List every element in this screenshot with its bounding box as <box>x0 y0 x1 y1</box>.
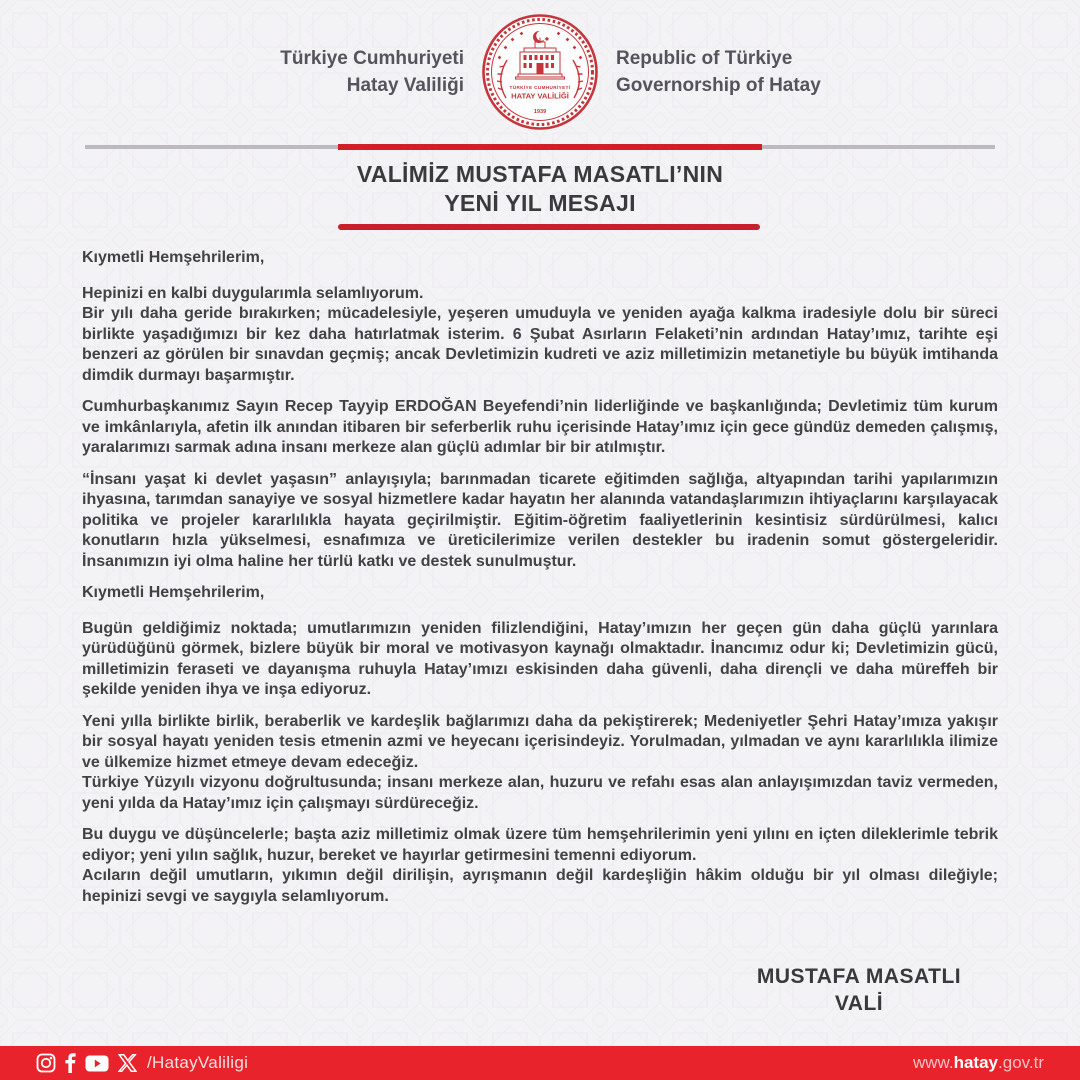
header-divider-red-segment <box>338 144 762 150</box>
header-divider-line <box>85 145 995 149</box>
page-title <box>0 160 1080 218</box>
footer-bar <box>0 1046 1080 1080</box>
header-left-line2: Hatay Valiliği <box>346 75 464 96</box>
facebook-icon[interactable] <box>65 1053 76 1073</box>
letter-line: Kıymetli Hemşehrilerim, <box>82 584 265 601</box>
letter-line: “İnsanı yaşat ki devlet yaşasın” anlayışıyla; barınmadan ticarete eğitimden sağlığa, altyapından tarihi yapılarımızın ihyasına, tarımdan sanayiye ve sosyal hizmetlere kadar hayatın her alanında vatandaşlarımızın ihtiyaçlarını karşılayacak politika ve projeler kararlılıkla hayata geçirilmiştir. Eğitim-öğretim faaliyetlerinin kesintisiz sürdürülmesi, kalıcı konutların hızla yükselmesi, esnafımıza ve üreticilerimize verilen destekler bu iradenin somut göstergeleridir. İnsanımızın iyi olma haline her türlü katkı ve destek sunulmuştur. <box>82 470 998 570</box>
letter-line: Hepinizi en kalbi duygularımla selamlıyorum. <box>82 284 424 302</box>
website-suffix: .gov.tr <box>998 1053 1044 1072</box>
x-icon[interactable] <box>118 1054 137 1072</box>
letter-greeting <box>82 248 998 269</box>
header-left-title <box>214 45 464 99</box>
letter-line: Türkiye Yüzyılı vizyonu doğrultusunda; insanı merkeze alan, huzuru ve refahı esas alan anlayışımızdan taviz vermeden, yeni yılda da Hatay’ımız için çalışmayı sürdüreceğiz. <box>82 774 998 812</box>
seal-name-text: HATAY VALİLİĞİ <box>511 91 569 101</box>
youtube-icon[interactable] <box>85 1055 109 1072</box>
website-domain: hatay <box>953 1053 999 1072</box>
letter-line: Yeni yılla birlikte birlik, beraberlik ve kardeşlik bağlarımızı daha da pekiştirerek; Medeniyetler Şehri Hatay’ımıza yakışır bir sosyal hayatı yeniden tesis etmenin azmi ve heyecanı içerisindeyiz. Yorulmadan, yılmadan ve aynı kararlılıkla ilimize ve ülkemize hizmet etmeye devam edeceğiz. <box>82 712 998 771</box>
page-title-line1: VALİMİZ MUSTAFA MASATLI’NIN <box>356 161 724 187</box>
letter-paragraph <box>82 825 998 907</box>
letter-paragraph <box>82 712 998 815</box>
social-handle[interactable]: /HatayValiligi <box>147 1053 249 1072</box>
letter-body <box>82 248 998 918</box>
letter-line: Cumhurbaşkanımız Sayın Recep Tayyip ERDOĞAN Beyefendi’nin liderliğinde ve başkanlığında; Devletimiz tüm kurum ve imkânlarıyla, afetin ilk anından itibaren bir seferberlik ruhu içerisinde Hatay’ımız için gece gündüz demeden çalışmış, yaralarımızı sarmak adına insanı merkeze alan güçlü adımlar bir bir atılmıştır. <box>82 398 998 456</box>
letter-line: Kıymetli Hemşehrilerim, <box>82 249 265 266</box>
seal-top-text: TÜRKİYE CUMHURİYETİ <box>509 85 571 90</box>
signature-name: MUSTAFA MASATLI <box>756 965 962 988</box>
letter-line: Bir yılı daha geride bırakırken; mücadelesiyle, yeşeren umuduyla ve yeniden ayağa kalkma iradesiyle dolu bir süreci birlikte yaşadığımızı bir kez daha hatırlatmak isterim. 6 Şubat Asırların Felaketi’nin ardından Hatay’ımız, tarihte eşi benzeri az görülen bir sınavdan geçmiş; ancak Devletimizin kudreti ve aziz milletimizin metanetiyle bu büyük imtihanda dimdik durmayı başarmıştır. <box>82 305 998 384</box>
header-left-line1: Türkiye Cumhuriyeti <box>280 48 464 69</box>
letter-paragraph <box>82 619 998 701</box>
header-right-line2: Governorship of Hatay <box>616 75 821 96</box>
header-right-line1: Republic of Türkiye <box>616 48 793 69</box>
letter-line: Acıların değil umutların, yıkımın değil dirilişin, ayrışmanın değil kardeşliğin hâkim olduğu bir yıl olması dileğiyle; hepinizi sevgi ve saygıyla selamlıyorum. <box>82 867 998 905</box>
instagram-icon[interactable] <box>36 1053 56 1073</box>
page-title-line2: YENİ YIL MESAJI <box>444 190 636 216</box>
signature-title: VALİ <box>834 992 884 1015</box>
seal-year-text: 1939 <box>533 109 547 115</box>
website-prefix: www. <box>912 1053 954 1072</box>
letter-greeting <box>82 583 998 604</box>
letter-line: Bu duygu ve düşüncelerle; başta aziz milletimiz olmak üzere tüm hemşehrilerimin yeni yılını en içten dileklerimle tebrik ediyor; yeni yılın sağlık, huzur, bereket ve hayırlar getirmesini temenni ediyorum. <box>82 826 998 864</box>
social-icons <box>36 1053 137 1073</box>
hatay-governorship-seal-logo <box>480 12 600 132</box>
letter-paragraph <box>82 470 998 573</box>
title-underline <box>338 224 760 230</box>
letter-paragraph <box>82 397 998 459</box>
letter-paragraph <box>82 284 998 387</box>
header-right-title <box>616 45 866 99</box>
website-url[interactable] <box>913 1053 1044 1073</box>
letter-line: Bugün geldiğimiz noktada; umutlarımızın yeniden filizlendiğini, Hatay’ımızın her geçen gün daha güçlü yarınlara yürüdüğünü görmek, bizlere büyük bir moral ve motivasyon kaynağı olmaktadır. İnancımız odur ki; Devletimizin gücü, milletimizin feraseti ve dayanışma ruhuyla Hatay’ımızı eskisinden daha güvenli, daha dirençli ve daha müreffeh bir şekilde yeniden ihya ve inşa ediyoruz. <box>82 619 998 698</box>
header <box>0 12 1080 132</box>
signature-block <box>694 963 1024 1017</box>
